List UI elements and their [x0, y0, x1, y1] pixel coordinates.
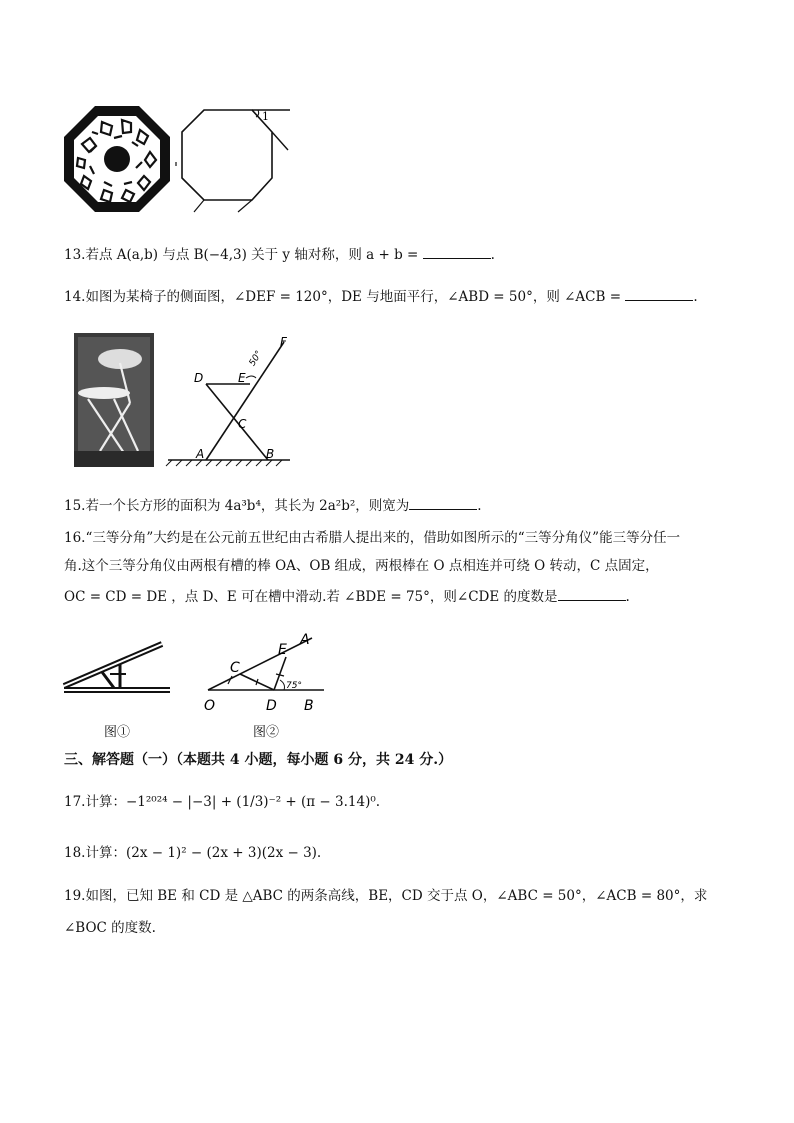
chair-label-d: D	[194, 371, 204, 385]
octagon-window-figure	[62, 104, 172, 216]
question-16-line-2: 角.这个三等分角仪由两根有槽的棒 OA、OB 组成，两根棒在 O 点相连并可绕 O 转动，C 点固定，	[64, 558, 659, 574]
trisector-label-o: O	[204, 698, 216, 714]
answer-blank-14[interactable]	[625, 286, 693, 301]
chair-label-f: F	[280, 335, 287, 349]
trisector-angle-label: 75°	[286, 681, 302, 691]
trisector-device-figure	[62, 640, 174, 698]
question-18: 18.计算：(2x − 1)² − (2x + 3)(2x − 3).	[64, 845, 322, 861]
question-13-text: 13.若点 A(a,b) 与点 B(−4,3) 关于 y 轴对称，则 a + b =	[64, 247, 423, 263]
trisector-label-a: A	[300, 632, 310, 648]
figure-1-caption: 图①	[104, 725, 131, 740]
answer-blank-16[interactable]	[558, 586, 626, 601]
trisector-label-b: B	[304, 698, 314, 714]
question-16-line-1: 16.“三等分角”大约是在公元前五世纪由古希腊人提出来的，借助如图所示的“三等分角仪”能三等分任一	[64, 530, 681, 546]
answer-blank-13[interactable]	[423, 244, 491, 259]
chair-diagram	[166, 334, 296, 466]
trisector-label-e: E	[278, 642, 287, 658]
question-14-text: 14.如图为某椅子的侧面图，∠DEF = 120°，DE 与地面平行，∠ABD = 50°，则 ∠ACB =	[64, 289, 626, 305]
chair-label-a: A	[196, 447, 205, 461]
question-19-line-1: 19.如图，已知 BE 和 CD 是 △ABC 的两条高线，BE，CD 交于点 O，∠ABC = 50°，∠ACB = 80°，求	[64, 888, 708, 904]
trisector-label-c: C	[230, 660, 240, 676]
answer-blank-15[interactable]	[409, 495, 477, 510]
question-17: 17.计算：−1²⁰²⁴ − |−3| + (1/3)⁻² + (π − 3.14)⁰.	[64, 794, 381, 810]
chair-label-e: E	[238, 371, 246, 385]
trisector-diagram	[200, 630, 330, 714]
chair-label-c: C	[238, 417, 247, 431]
question-14: 14.如图为某椅子的侧面图，∠DEF = 120°，DE 与地面平行，∠ABD = 50°，则 ∠ACB = .	[64, 286, 698, 307]
chair-photo	[74, 333, 154, 467]
question-15-text: 15.若一个长方形的面积为 4a³b⁴，其长为 2a²b²，则宽为	[64, 498, 410, 514]
section-3-title: 三、解答题（一）（本题共 4 小题，每小题 6 分，共 24 分.）	[64, 752, 453, 768]
octagon-angle-1-label: 1	[262, 110, 269, 123]
figure-2-caption: 图②	[253, 725, 280, 740]
chair-label-b: B	[266, 447, 275, 461]
octagon-angle-figure	[172, 104, 292, 216]
question-15: 15.若一个长方形的面积为 4a³b⁴，其长为 2a²b²，则宽为 .	[64, 495, 482, 516]
question-13: 13.若点 A(a,b) 与点 B(−4,3) 关于 y 轴对称，则 a + b = .	[64, 244, 495, 265]
chair-angle-label: 50°	[247, 349, 265, 369]
question-19-line-2: ∠BOC 的度数.	[64, 920, 156, 936]
trisector-label-d: D	[266, 698, 277, 714]
question-16-line-3: OC = CD = DE ，点 D、E 可在槽中滑动.若 ∠BDE = 75°，则∠CDE 的度数是 .	[64, 586, 630, 607]
